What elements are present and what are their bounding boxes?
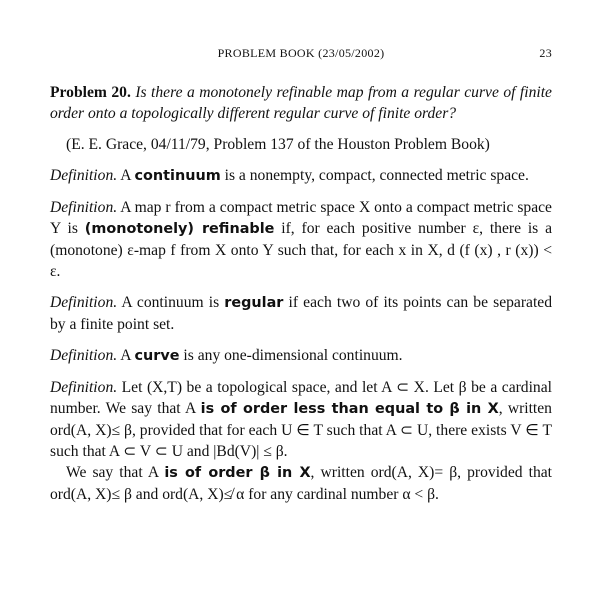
definition-pre: A map r from a compact metric space X onto a compact metric space Y is (50, 199, 552, 237)
definition-label: Definition. (50, 199, 118, 216)
definition-post: is a nonempty, compact, connected metric space. (224, 167, 529, 184)
problem-statement (50, 82, 552, 124)
page-number: 23 (539, 46, 552, 60)
problem-text: Is there a monotonely refinable map from a regular curve of finite order onto a topologically different regular curve of finite order? (50, 84, 552, 122)
definition-pre: A (120, 347, 131, 364)
definition-label: Definition. (50, 347, 118, 364)
definition-pre: A (120, 167, 131, 184)
running-title: PROBLEM BOOK (23/05/2002) (217, 46, 385, 60)
definition-term: regular (224, 295, 284, 311)
definition-pre: A continuum is (121, 294, 220, 311)
definition-term: continuum (134, 168, 221, 184)
definition-post: if each two of its points can be separated by a finite point set. (50, 294, 552, 333)
definition-order-leq (50, 377, 552, 462)
definition-pre: Let (X,T) be a topological space, and let A ⊂ X. Let β be a cardinal number. We say that A (50, 379, 552, 417)
definition-post: , written ord(A, X)≤ β, provided that for each U ∈ T such that A ⊂ U, there exists V ∈ T such that A ⊂ V ⊂ U and |Bd(V)| ≤ β. (50, 400, 552, 460)
definition-refinable (50, 197, 552, 282)
definition-continuum (50, 165, 552, 187)
definition-label: Definition. (50, 379, 118, 396)
order-post: , written ord(A, X)= β, provided that ord(A, X)≤ β and ord(A, X)≰ α for any cardinal number α < β. (50, 464, 552, 503)
definition-term: curve (134, 348, 180, 364)
document-body (50, 82, 552, 505)
order-pre: We say that A (66, 464, 159, 481)
definition-post: is any one-dimensional continuum. (183, 347, 403, 364)
definition-term: is of order less than equal to β in X (200, 401, 499, 417)
definition-regular (50, 292, 552, 335)
order-paragraph (50, 462, 552, 505)
problem-source: (E. E. Grace, 04/11/79, Problem 137 of the Houston Problem Book) (66, 136, 490, 153)
definition-post: if, for each positive number ε, there is a (monotone) ε-map f from X onto Y such that, for each x in X, d (f (x) , r (x)) < ε. (50, 220, 552, 280)
definition-label: Definition. (50, 167, 118, 184)
order-term: is of order β in X (164, 465, 311, 481)
problem-label: Problem 20. (50, 84, 131, 101)
definition-label: Definition. (50, 294, 118, 311)
definition-curve (50, 345, 552, 367)
definition-term: (monotonely) refinable (84, 221, 275, 237)
page-header (50, 46, 552, 62)
